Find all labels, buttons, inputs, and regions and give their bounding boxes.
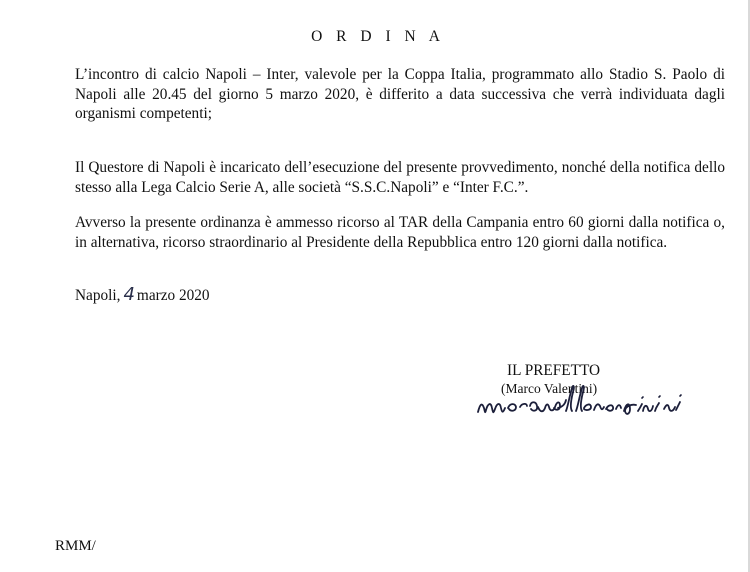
signer-title: IL PREFETTO	[507, 362, 601, 379]
paragraph-match-postponed: L’incontro di calcio Napoli – Inter, valevole per la Coppa Italia, programmato allo Stadio S. Paolo di Napoli alle 20.45 del giorno 5 marzo 2020, è differito a data successiva che verrà individuata dagli organismi competenti;	[75, 66, 725, 122]
place-text: Napoli,	[75, 287, 121, 304]
month-year-text: marzo 2020	[136, 287, 210, 304]
place-and-date	[75, 285, 210, 306]
paragraph-appeal-info: Avverso la presente ordinanza è ammesso ricorso al TAR della Campania entro 60 giorni dalla notifica o, in alternativa, ricorso straordinario al Presidente della Repubblica entro 120 giorni dalla notifica.	[75, 214, 725, 251]
signer-name: (Marco Valentini)	[501, 381, 598, 396]
footer-reference: RMM/	[55, 538, 96, 554]
handwritten-day: 4	[123, 284, 135, 305]
paragraph-questore-notification: Il Questore di Napoli è incaricato dell’esecuzione del presente provvedimento, nonché della notifica dello stesso alla Lega Calcio Serie A, alle società “S.S.C.Napoli” e “Inter F.C.”.	[75, 159, 725, 196]
document-heading: O R D I N A	[311, 28, 445, 45]
handwritten-signature	[472, 378, 722, 428]
